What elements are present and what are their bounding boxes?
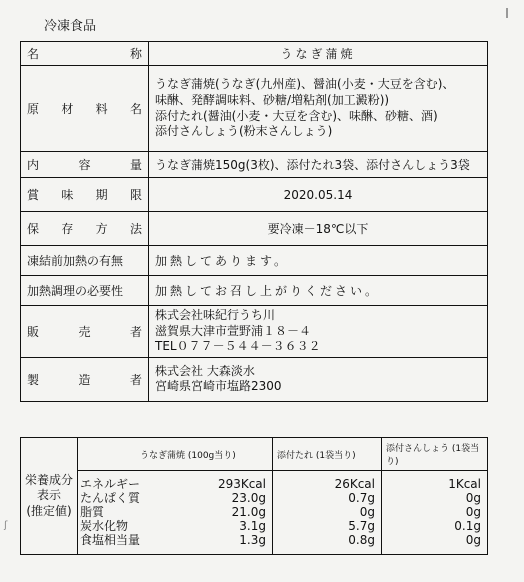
nutrition-item-name: 食塩相当量 [80,533,141,547]
scan-edge-mark [506,8,508,18]
label-seller [21,306,149,358]
value-contents: うなぎ蒲焼150g(3枚)、添付たれ3袋、添付さんしょう3袋 [149,152,488,178]
row-storage [21,212,488,246]
label-storage-text [27,220,142,237]
nutrition-item-name: たんぱく質 [80,491,141,505]
value-ingredients: うなぎ蒲焼(うなぎ(九州産)、醤油(小麦・大豆を含む)、 味醂、発酵調味料、砂糖/増粘剤(加工澱粉)) 添付たれ(醤油(小麦・大豆を含む)、味醂、砂糖、酒) 添付さんしょう(粉末さんしょう) [149,66,488,152]
label-char: 期 [95,188,108,202]
label-char: 料 [95,102,108,116]
nutrition-item-row [78,533,266,547]
label-char: 称 [129,47,142,61]
label-best-before-text [27,186,142,203]
label-char: 材 [61,102,74,116]
label-contents-text [27,156,142,173]
nutrition-sansho-value: 1Kcal [448,477,481,491]
label-char: 味 [61,188,74,202]
label-preheated [21,246,149,276]
nutrition-item-name: 脂質 [80,505,105,519]
value-cooking: 加熱してお召し上がりください。 [149,276,488,306]
nutrition-item-name: 炭水化物 [80,519,129,533]
values-unagi [78,471,273,555]
value-storage: 要冷凍－18℃以下 [149,212,488,246]
nutrition-unagi-value: 3.1g [239,519,266,533]
label-char: 量 [129,158,142,172]
product-label-table [20,41,488,402]
sansho-list [388,477,481,547]
label-contents [21,152,149,178]
header-sansho: 添付さんしょう (1袋当り) [382,438,488,471]
row-contents [21,152,488,178]
document-heading: 冷凍食品 [44,19,97,34]
nutrition-item-row [78,519,266,533]
row-best-before [21,178,488,212]
nutrition-sansho-value: 0.1g [454,519,481,533]
label-char: 者 [129,372,142,387]
nutrition-item-row [78,505,266,519]
nutrition-sansho-value: 0g [465,491,481,505]
nutrition-label-text: 栄養成分 表示 (推定値) [24,472,73,518]
nutrition-tare-value: 26Kcal [334,477,375,491]
nutrition-tare-value: 0.7g [348,491,375,505]
label-char: 容 [78,158,91,172]
label-char: 製 [27,372,40,387]
label-ingredients [21,66,149,152]
label-char: 販 [27,324,40,339]
nutrition-values-row [21,471,488,555]
label-best-before [21,178,149,212]
unagi-list [78,477,266,547]
values-sansho [382,471,488,555]
row-cooking [21,276,488,306]
nutrition-item-name: エネルギー [80,477,141,491]
value-maker: 株式会社 大森淡水 宮崎県宮崎市塩路2300 [149,357,488,401]
label-char: 造 [78,372,91,387]
label-maker-text [27,371,142,388]
nutrition-header-row [21,438,488,471]
nutrition-unagi-value: 293Kcal [217,477,266,491]
label-char: 存 [61,222,74,236]
nutrition-unagi-value: 21.0g [231,505,266,519]
label-char: 保 [27,222,40,236]
label-name-text [27,45,142,62]
label-preheated-text: 凍結前加熱の有無 [27,254,124,268]
tare-list [279,477,375,547]
label-char: 限 [129,188,142,202]
row-preheated [21,246,488,276]
values-tare [273,471,382,555]
nutrition-label [21,438,78,555]
value-best-before: 2020.05.14 [149,178,488,212]
nutrition-tare-value: 0g [359,505,375,519]
label-char: 名 [129,102,142,116]
header-tare: 添付たれ (1袋当り) [273,438,382,471]
label-storage [21,212,149,246]
label-char: 売 [78,324,91,339]
label-char: 原 [27,102,40,116]
nutrition-unagi-value: 23.0g [231,491,266,505]
nutrition-sansho-value: 0g [465,533,481,547]
value-seller: 株式会社味紀行うち川 滋賀県大津市萱野浦１８－４ TEL０７７－５４４－３６３２ [149,306,488,358]
label-cooking-text: 加熱調理の必要性 [27,284,124,298]
nutrition-sansho-value: 0g [465,505,481,519]
label-cooking [21,276,149,306]
row-seller [21,306,488,358]
label-char: 内 [27,158,40,172]
value-name: うなぎ蒲焼 [149,42,488,66]
label-char: 賞 [27,188,40,202]
label-name [21,42,149,66]
label-ingredients-text [27,100,142,117]
value-preheated: 加熱してあります。 [149,246,488,276]
nutrition-table [20,437,488,555]
nutrition-unagi-value: 1.3g [239,533,266,547]
nutrition-tare-value: 0.8g [348,533,375,547]
label-char: 名 [27,47,40,61]
row-name [21,42,488,66]
nutrition-item-row [78,491,266,505]
label-maker [21,357,149,401]
nutrition-tare-value: 5.7g [348,519,375,533]
label-seller-text [27,323,142,340]
label-char: 者 [129,324,142,339]
nutrition-item-row [78,477,266,491]
header-unagi: うなぎ蒲焼 (100g当り) [78,438,273,471]
label-char: 方 [95,222,108,236]
row-ingredients [21,66,488,152]
row-maker [21,357,488,401]
corner-mark: ʃ [4,520,8,531]
label-char: 法 [129,222,142,236]
